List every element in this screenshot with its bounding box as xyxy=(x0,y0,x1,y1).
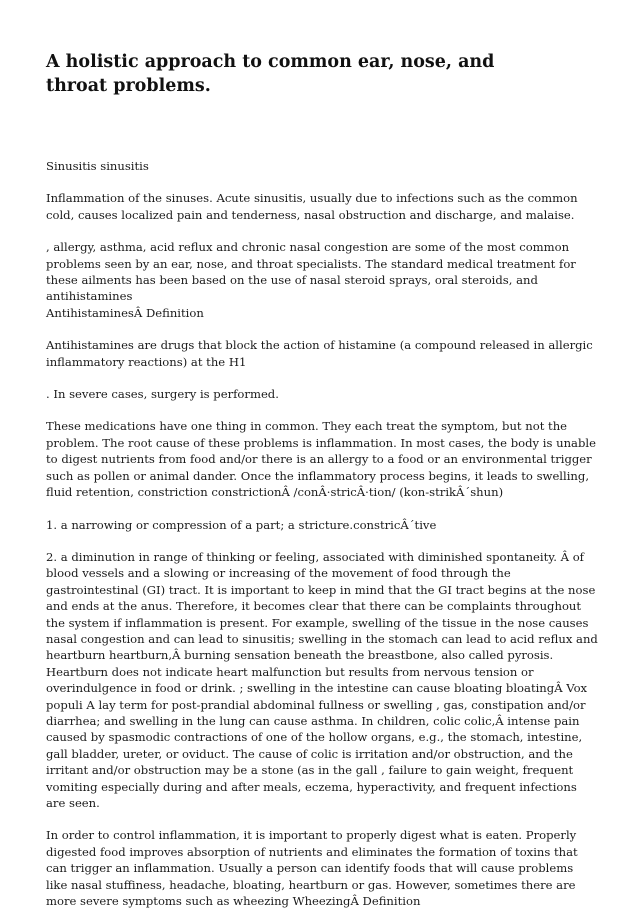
paragraph: In order to control inflammation, it is important to properly digest what is eaten. Properly digested food improves absorption of nutrients and eliminates the formation of toxins that can trigger an inflammation. Usually a person can identify foods that will cause problems like nasal stuffiness, headache, bloating, heartburn or gas. However, sometimes there are more severe symptoms such as wheezing WheezingÂ Definition xyxy=(46,828,578,909)
paragraph: AntihistaminesÂ Definition xyxy=(46,305,204,320)
paragraph: These medications have one thing in common. They each treat the symptom, but not the problem. The root cause of these problems is inflammation. In most cases, the body is unable to digest nutrients from food and/or there is an allergy to a food or an environmental trigger such as pollen or animal dander. Once the inflammatory process begins, it leads to swelling, fluid retention, constriction constrictionÂ /conÂ·stricÂ·tion/ (kon-strikÂ´shun) xyxy=(46,419,596,500)
paragraph: 2. a diminution in range of thinking or feeling, associated with diminished spontaneity. Â of blood vessels and a slowing or increasing of the movement of food through the gastrointestinal (GI) tract. It is important to keep in mind that the GI tract begins at the nose and ends at the anus. Therefore, it becomes clear that there can be complaints throughout the system if inflammation is present. For example, swelling of the tissue in the nose causes nasal congestion and can lead to sinusitis; swelling in the stomach can lead to acid reflux and heartburn heartburn,Â burning sensation beneath the breastbone, also called pyrosis. Heartburn does not indicate heart malfunction but results from nervous tension or overindulgence in food or drink. ; swelling in the intestine can cause bloating bloatingÂ Vox populi A lay term for post-prandial abdominal fullness or swelling , gas, constipation and/or diarrhea; and swelling in the lung can cause asthma. In children, colic colic,Â intense pain caused by spasmodic contractions of one of the hollow organs, e.g., the stomach, intestine, gall bladder, ureter, or oviduct. The cause of colic is irritation and/or obstruction, and the irritant and/or obstruction may be a stone (as in the gall , failure to gain weight, frequent vomiting especially during and after meals, eczema, hyperactivity, and frequent infections are seen. xyxy=(46,549,598,810)
paragraph: Inflammation of the sinuses. Acute sinusitis, usually due to infections such as the common cold, causes localized pain and tenderness, nasal obstruction and discharge, and malaise. xyxy=(46,191,578,222)
document-title: A holistic approach to common ear, nose, and throat problems. xyxy=(46,52,495,96)
paragraph: Sinusitis sinusitis xyxy=(46,159,149,173)
paragraph: , allergy, asthma, acid reflux and chronic nasal congestion are some of the most common problems seen by an ear, nose, and throat specialists. The standard medical treatment for these ailments has been based on the use of nasal steroid sprays, oral steroids, and antihistamines xyxy=(46,240,576,304)
paragraph: . In severe cases, surgery is performed. xyxy=(46,387,279,402)
document-body xyxy=(46,158,598,909)
paragraph: 1. a narrowing or compression of a part; a stricture.constricÂ´tive xyxy=(46,517,437,532)
paragraph: Antihistamines are drugs that block the action of histamine (a compound released in allergic inflammatory reactions) at the H1 xyxy=(46,338,593,369)
